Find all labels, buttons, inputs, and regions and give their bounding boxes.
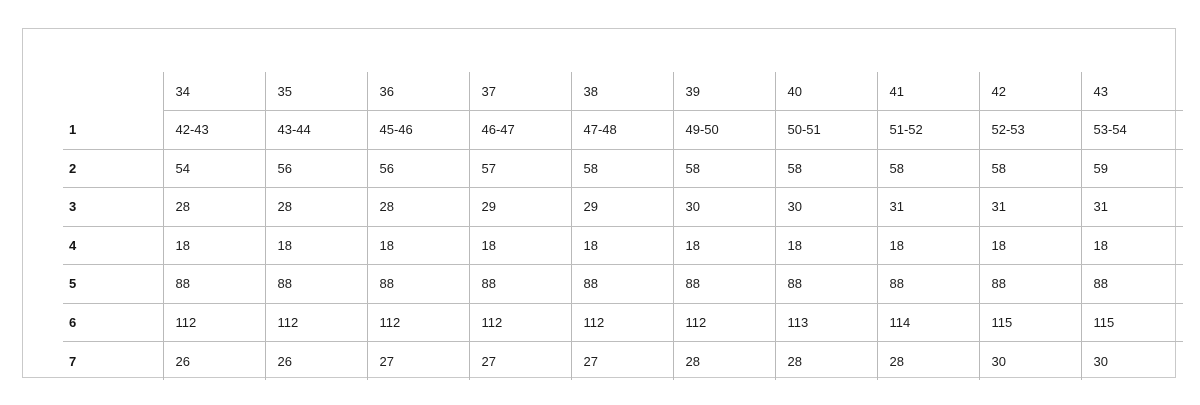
table-cell: 28 — [163, 188, 265, 227]
column-header: 38 — [571, 72, 673, 111]
table-cell: 88 — [469, 265, 571, 304]
table-cell: 42-43 — [163, 111, 265, 150]
table-cell: 47-48 — [571, 111, 673, 150]
table-cell: 18 — [265, 226, 367, 265]
column-header: 37 — [469, 72, 571, 111]
table-cell: 112 — [673, 303, 775, 342]
table-cell: 88 — [571, 265, 673, 304]
row-header: 1 — [63, 111, 163, 150]
table-cell: 18 — [775, 226, 877, 265]
column-header: 39 — [673, 72, 775, 111]
table-cell: 54 — [163, 149, 265, 188]
table-cell: 58 — [673, 149, 775, 188]
table-row — [63, 149, 1183, 188]
table-cell: 112 — [571, 303, 673, 342]
row-header: 3 — [63, 188, 163, 227]
table-cell: 18 — [979, 226, 1081, 265]
table-body — [63, 111, 1183, 381]
table-cell: 56 — [265, 149, 367, 188]
row-header: 2 — [63, 149, 163, 188]
column-header: 40 — [775, 72, 877, 111]
table-cell: 58 — [877, 149, 979, 188]
table-cell: 30 — [1081, 342, 1183, 381]
column-header: 36 — [367, 72, 469, 111]
table-cell: 29 — [469, 188, 571, 227]
table-cell: 113 — [775, 303, 877, 342]
table-header — [63, 72, 1183, 111]
table-cell: 18 — [367, 226, 469, 265]
table-cell: 49-50 — [673, 111, 775, 150]
table-cell: 28 — [673, 342, 775, 381]
row-header: 4 — [63, 226, 163, 265]
table-cell: 88 — [163, 265, 265, 304]
table-cell: 28 — [877, 342, 979, 381]
table-row — [63, 303, 1183, 342]
table-cell: 88 — [979, 265, 1081, 304]
table-cell: 26 — [163, 342, 265, 381]
table-cell: 88 — [367, 265, 469, 304]
table-cell: 28 — [775, 342, 877, 381]
table-cell: 30 — [979, 342, 1081, 381]
column-header: 43 — [1081, 72, 1183, 111]
table-cell: 28 — [367, 188, 469, 227]
table-cell: 50-51 — [775, 111, 877, 150]
table-cell: 112 — [265, 303, 367, 342]
table-cell: 88 — [1081, 265, 1183, 304]
table-cell: 57 — [469, 149, 571, 188]
table-cell: 88 — [673, 265, 775, 304]
table-cell: 18 — [673, 226, 775, 265]
table-row — [63, 226, 1183, 265]
table-cell: 29 — [571, 188, 673, 227]
table-cell: 58 — [775, 149, 877, 188]
table-cell: 31 — [1081, 188, 1183, 227]
table-cell: 58 — [571, 149, 673, 188]
table-cell: 43-44 — [265, 111, 367, 150]
column-header: 34 — [163, 72, 265, 111]
table-cell: 27 — [571, 342, 673, 381]
table-cell: 56 — [367, 149, 469, 188]
table-row — [63, 342, 1183, 381]
table-cell: 115 — [1081, 303, 1183, 342]
table-cell: 18 — [1081, 226, 1183, 265]
table-cell: 31 — [979, 188, 1081, 227]
table-cell: 27 — [469, 342, 571, 381]
row-header: 6 — [63, 303, 163, 342]
table-cell: 18 — [469, 226, 571, 265]
table-cell: 28 — [265, 188, 367, 227]
table-cell: 30 — [673, 188, 775, 227]
table-cell: 27 — [367, 342, 469, 381]
column-header: 41 — [877, 72, 979, 111]
table-cell: 53-54 — [1081, 111, 1183, 150]
document-frame — [22, 28, 1176, 378]
table-cell: 112 — [367, 303, 469, 342]
table-cell: 88 — [265, 265, 367, 304]
table-cell: 51-52 — [877, 111, 979, 150]
table-cell: 45-46 — [367, 111, 469, 150]
table-cell: 88 — [877, 265, 979, 304]
column-header: 35 — [265, 72, 367, 111]
table-cell: 26 — [265, 342, 367, 381]
table-container — [63, 72, 1183, 380]
table-cell: 112 — [469, 303, 571, 342]
table-cell: 31 — [877, 188, 979, 227]
table-cell: 114 — [877, 303, 979, 342]
table-corner-cell — [63, 72, 163, 111]
table-cell: 58 — [979, 149, 1081, 188]
row-header: 5 — [63, 265, 163, 304]
table-row — [63, 265, 1183, 304]
table-row — [63, 188, 1183, 227]
table-cell: 88 — [775, 265, 877, 304]
row-header: 7 — [69, 353, 77, 369]
table-cell: 115 — [979, 303, 1081, 342]
column-header: 42 — [979, 72, 1081, 111]
header-row — [63, 72, 1183, 111]
table-cell: 18 — [163, 226, 265, 265]
table-cell: 46-47 — [469, 111, 571, 150]
table-cell: 30 — [775, 188, 877, 227]
table-cell: 18 — [877, 226, 979, 265]
table-cell: 112 — [163, 303, 265, 342]
table-cell: 59 — [1081, 149, 1183, 188]
data-table — [63, 72, 1183, 380]
table-cell: 52-53 — [979, 111, 1081, 150]
table-cell: 18 — [571, 226, 673, 265]
table-row — [63, 111, 1183, 150]
